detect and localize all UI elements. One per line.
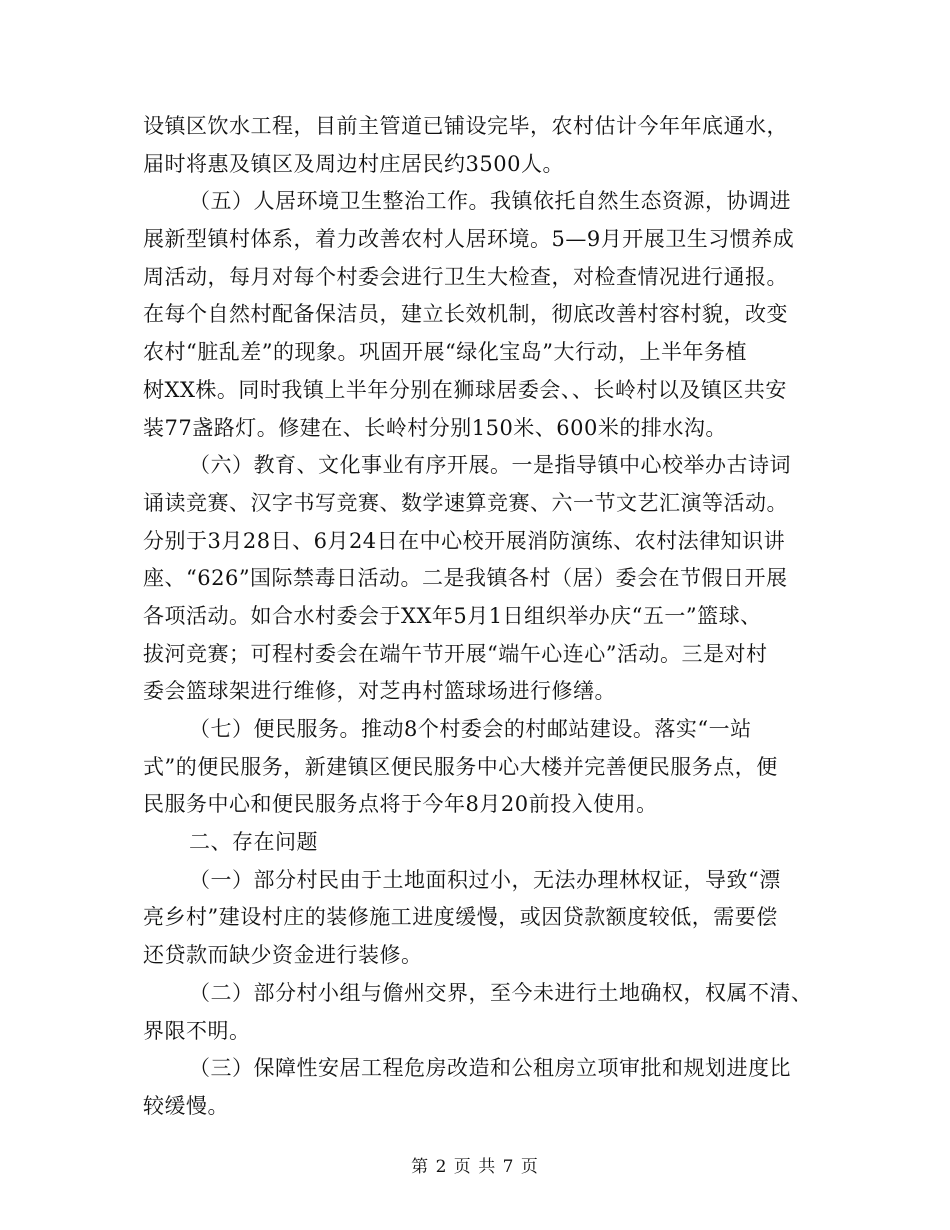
text-line: 设镇区饮水工程，目前主管道已铺设完毕，农村估计今年年底通水， (143, 114, 788, 138)
paragraph-start-line: （二）部分村小组与儋州交界，至今未进行土地确权，权属不清、 (189, 980, 813, 1005)
text-line: 届时将惠及镇区及周边村庄居民约3500人。 (143, 151, 564, 176)
text-line: 装77盏路灯。修建在、长岭村分别150米、600米的排水沟。 (143, 415, 727, 440)
text-line: 式”的便民服务，新建镇区便民服务中心大楼并完善便民服务点，便 (143, 754, 778, 779)
text-line: 界限不明。 (143, 1018, 251, 1043)
paragraph-start-line: （一）部分村民由于土地面积过小，无法办理林权证，导致“漂 (189, 867, 781, 892)
text-line: 展新型镇村体系，着力改善农村人居环境。5—9月开展卫生习惯养成 (143, 227, 795, 252)
paragraph-start-line: （七）便民服务。推动8个村委会的村邮站建设。落实“一站 (189, 717, 752, 741)
text-line: 座、“626”国际禁毒日活动。二是我镇各村（居）委会在节假日开展 (143, 566, 788, 591)
text-line: 农村“脏乱差”的现象。巩固开展“绿化宝岛”大行动，上半年务植 (143, 340, 747, 365)
text-line: 各项活动。如合水村委会于XX年5月1日组织举办庆“五一”篮球、 (143, 603, 762, 628)
text-line: 在每个自然村配备保洁员，建立长效机制，彻底改善村容村貌，改变 (143, 302, 788, 327)
text-line: 分别于3月28日、6月24日在中心校开展消防演练、农村法律知识讲 (143, 528, 786, 553)
paragraph-start-line: （三）保障性安居工程危房改造和公租房立项审批和规划进度比 (189, 1056, 791, 1081)
text-line: 还贷款而缺少资金进行装修。 (143, 943, 423, 968)
document-body (143, 108, 813, 1126)
text-line: 委会篮球架进行维修，对芝冉村篮球场进行修缮。 (143, 679, 616, 704)
text-line: 拔河竞赛；可程村委会在端午节开展“端午心连心”活动。三是对村 (143, 641, 768, 666)
text-line: 树XX株。同时我镇上半年分别在狮球居委会、、长岭村以及镇区共安 (143, 377, 787, 402)
section-heading: 二、存在问题 (189, 830, 318, 855)
paragraph-start-line: （六）教育、文化事业有序开展。一是指导镇中心校举办古诗词 (189, 453, 791, 478)
paragraph-start-line: （五）人居环境卫生整治工作。我镇依托自然生态资源，协调进 (189, 189, 791, 214)
text-line: 诵读竞赛、汉字书写竞赛、数学速算竞赛、六一节文艺汇演等活动。 (143, 490, 788, 515)
text-line: 较缓慢。 (143, 1093, 229, 1118)
page-number-footer: 第 2 页 共 7 页 (411, 1157, 539, 1177)
text-line: 周活动，每月对每个村委会进行卫生大检查，对检查情况进行通报。 (143, 264, 788, 289)
text-line: 民服务中心和便民服务点将于今年8月20前投入使用。 (143, 792, 658, 817)
text-line: 亮乡村”建设村庄的装修施工进度缓慢，或因贷款额度较低，需要偿 (143, 905, 778, 930)
